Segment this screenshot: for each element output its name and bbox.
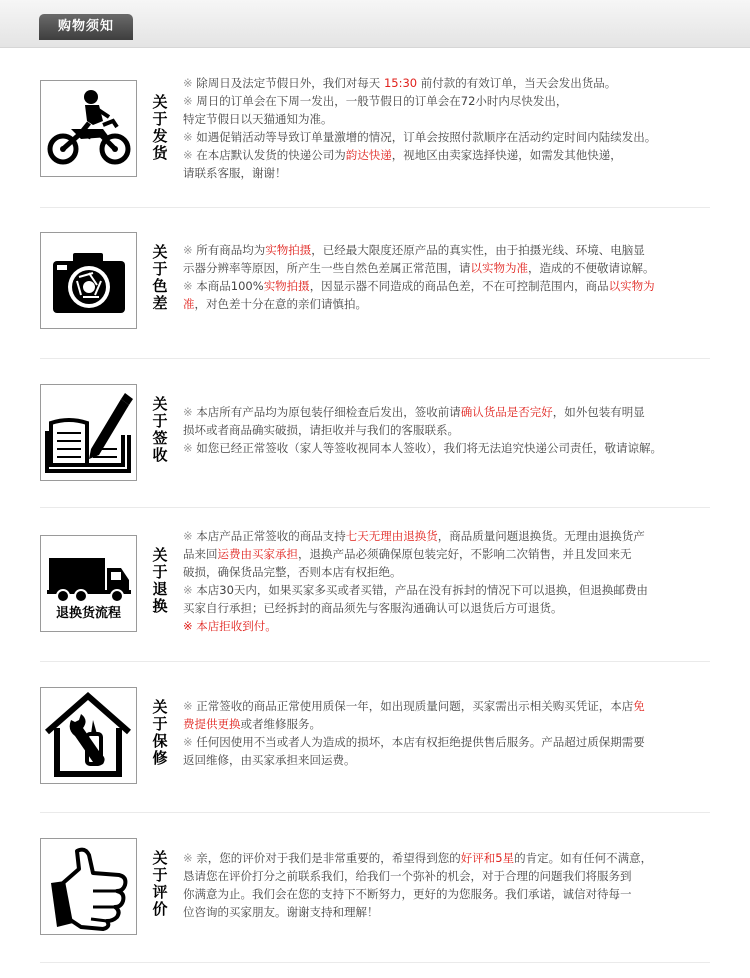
text-line — [183, 241, 723, 259]
section-text — [183, 74, 723, 182]
icon-caption: 退换货流程 — [55, 606, 121, 621]
text-line — [183, 697, 723, 715]
text-segment: ，造成的不便敬请谅解。 — [528, 261, 655, 275]
camera-icon — [41, 233, 136, 328]
text-segment: 或者维修服务。 — [240, 717, 321, 731]
text-line — [183, 439, 723, 457]
highlight-text: 免 — [633, 699, 645, 713]
text-segment: ，退换产品必须确保原包装完好，不影响二次销售，并且发回来无 — [298, 547, 632, 561]
highlight-text: 实物拍摄 — [263, 279, 310, 293]
text-line — [183, 92, 723, 110]
text-line — [183, 867, 723, 885]
section-text — [183, 849, 723, 921]
section-label: 关 于 发 货 — [152, 93, 168, 162]
text-line — [183, 403, 723, 421]
highlight-text: 准 — [183, 297, 195, 311]
book-pen-icon — [41, 385, 136, 480]
text-line — [183, 545, 723, 563]
divider — [40, 962, 710, 963]
thumbs-up-icon — [41, 839, 136, 934]
text-segment: 亲，您的评价对于我们是非常重要的，希望得到您的 — [196, 851, 461, 865]
text-segment: 所有商品均为 — [196, 243, 266, 257]
bullet-mark: ※ — [183, 529, 197, 543]
divider — [40, 661, 710, 662]
text-line — [183, 599, 723, 617]
text-line — [183, 146, 723, 164]
text-segment: 位咨询的买家朋友。谢谢支持和理解！ — [183, 905, 379, 919]
bullet-mark: ※ — [183, 441, 197, 455]
section-label: 关 于 签 收 — [152, 395, 168, 464]
bullet-mark: ※ — [183, 243, 197, 257]
page-title: 购物须知 — [39, 14, 133, 40]
text-segment: 本店产品正常签收的商品支持 — [196, 529, 346, 543]
divider — [40, 507, 710, 508]
bullet-mark: ※ — [183, 94, 197, 108]
text-line — [183, 259, 723, 277]
text-segment: 在本店默认发货的快递公司为 — [196, 148, 346, 162]
thumbs-up-icon-box — [40, 838, 137, 935]
text-line — [183, 733, 723, 751]
bullet-mark: ※ — [183, 405, 197, 419]
text-segment: 正常签收的商品正常使用质保一年，如出现质量问题，买家需出示相关购买凭证，本店 — [196, 699, 634, 713]
text-segment: ，商品质量问题退换货。无理由退换货产 — [437, 529, 645, 543]
truck-icon-box — [40, 535, 137, 632]
motorcycle-icon — [41, 81, 136, 176]
divider — [40, 207, 710, 208]
section-label: 关 于 退 换 — [152, 546, 168, 615]
highlight-text: 15:30 — [383, 76, 418, 90]
book-pen-icon-box — [40, 384, 137, 481]
bullet-mark: ※ — [183, 699, 197, 713]
section-text — [183, 527, 723, 635]
bullet-mark: ※ — [183, 583, 197, 597]
text-segment: 的肯定。如有任何不满意， — [514, 851, 653, 865]
highlight-text: 确认货品是否完好 — [460, 405, 553, 419]
text-line — [183, 885, 723, 903]
text-segment: ，对色差十分在意的亲们请慎拍。 — [194, 297, 367, 311]
text-line — [183, 715, 723, 733]
text-segment: 本店30天内，如果买家多买或者买错，产品在没有拆封的情况下可以退换，但退换邮费由 — [196, 583, 648, 597]
camera-icon-box — [40, 232, 137, 329]
house-wrench-icon-box — [40, 687, 137, 784]
highlight-text: 好评和5星 — [460, 851, 515, 865]
house-wrench-icon — [41, 688, 136, 783]
text-line — [183, 849, 723, 867]
text-segment: 本店所有产品均为原包装仔细检查后发出，签收前请 — [196, 405, 461, 419]
text-segment: ，已经最大限度还原产品的真实性，由于拍摄光线、环境、电脑显 — [311, 243, 645, 257]
text-segment: 特定节假日以天猫通知为准。 — [183, 112, 333, 126]
text-segment: 你满意为止。我们会在您的支持下不断努力，更好的为您服务。我们承诺，诚信对待每一 — [183, 887, 632, 901]
bullet-mark: ※ — [183, 851, 197, 865]
text-segment: 周日的订单会在下周一发出，一般节假日的订单会在72小时内尽快发出， — [196, 94, 568, 108]
section-text — [183, 241, 723, 313]
text-segment: 买家自行承担；已经拆封的商品须先与客服沟通确认可以退货后方可退货。 — [183, 601, 563, 615]
text-segment: 破损，确保货品完整，否则本店有权拒绝。 — [183, 565, 402, 579]
divider — [40, 358, 710, 359]
highlight-text: 运费由买家承担 — [217, 547, 298, 561]
highlight-text: 以实物为准 — [470, 261, 528, 275]
highlight-text: 本店拒收到付。 — [196, 619, 277, 633]
text-line — [183, 563, 723, 581]
text-segment: 返回维修，由买家承担来回运费。 — [183, 753, 356, 767]
highlight-text: 韵达快递 — [345, 148, 392, 162]
highlight-text: 七天无理由退换货 — [345, 529, 438, 543]
highlight-text: 费提供更换 — [183, 717, 241, 731]
bullet-mark: ※ — [183, 148, 197, 162]
section-label: 关 于 评 价 — [152, 849, 168, 918]
highlight-text: ※ — [183, 619, 197, 633]
text-segment: 示器分辨率等原因，所产生一些自然色差属正常范围，请 — [183, 261, 471, 275]
section-label: 关 于 色 差 — [152, 243, 168, 312]
text-segment: 损坏或者商品确实破损，请拒收并与我们的客服联系。 — [183, 423, 459, 437]
text-segment: 前付款的有效订单，当天会发出货品。 — [417, 76, 617, 90]
text-segment: 本商品100% — [196, 279, 264, 293]
text-line — [183, 74, 723, 92]
text-line — [183, 527, 723, 545]
bullet-mark: ※ — [183, 76, 197, 90]
motorcycle-icon-box — [40, 80, 137, 177]
text-segment: ，如外包装有明显 — [552, 405, 645, 419]
text-segment: 如遇促销活动等导致订单量激增的情况，订单会按照付款顺序在活动约定时间内陆续发出。 — [196, 130, 657, 144]
text-line — [183, 581, 723, 599]
text-line — [183, 617, 723, 635]
text-line — [183, 128, 723, 146]
text-segment: 恳请您在评价打分之前联系我们，给我们一个弥补的机会，对于合理的问题我们将服务到 — [183, 869, 632, 883]
text-line — [183, 110, 723, 128]
text-segment: 除周日及法定节假日外，我们对每天 — [196, 76, 384, 90]
section-label: 关 于 保 修 — [152, 698, 168, 767]
section-text — [183, 403, 723, 457]
header-bar — [0, 0, 750, 48]
text-line — [183, 903, 723, 921]
highlight-text: 实物拍摄 — [265, 243, 312, 257]
section-text — [183, 697, 723, 769]
text-line — [183, 164, 723, 182]
text-line — [183, 277, 723, 295]
divider — [40, 812, 710, 813]
text-line — [183, 751, 723, 769]
bullet-mark: ※ — [183, 130, 197, 144]
bullet-mark: ※ — [183, 735, 197, 749]
bullet-mark: ※ — [183, 279, 197, 293]
text-line — [183, 421, 723, 439]
text-line — [183, 295, 723, 313]
text-segment: 请联系客服，谢谢！ — [183, 166, 287, 180]
text-segment: 品来回 — [183, 547, 218, 561]
text-segment: 任何因使用不当或者人为造成的损坏，本店有权拒绝提供售后服务。产品超过质保期需要 — [196, 735, 645, 749]
text-segment: ，因显示器不同造成的商品色差，不在可控制范围内，商品 — [309, 279, 609, 293]
highlight-text: 以实物为 — [608, 279, 655, 293]
text-segment: 如您已经正常签收（家人等签收视同本人签收），我们将无法追究快递公司责任，敬请谅解。 — [196, 441, 663, 455]
text-segment: ，视地区由卖家选择快递，如需发其他快递， — [391, 148, 622, 162]
